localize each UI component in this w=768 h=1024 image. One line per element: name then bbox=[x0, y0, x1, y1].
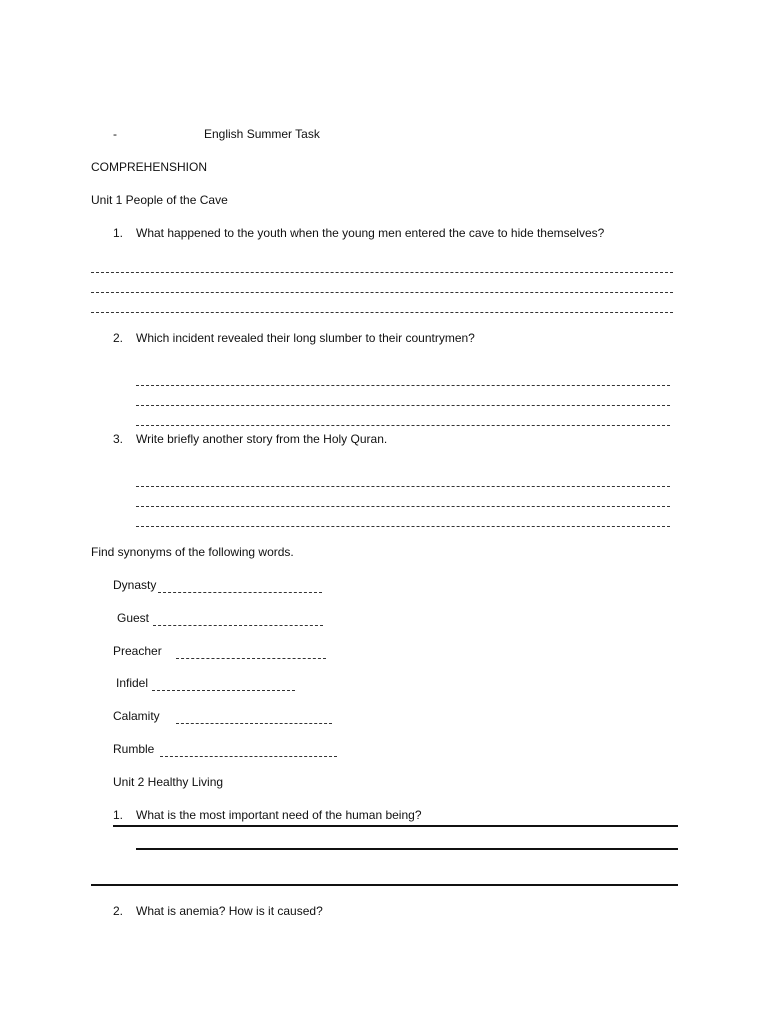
section-heading: COMPREHENSHION bbox=[91, 160, 208, 174]
synonym-blank[interactable] bbox=[158, 592, 322, 593]
unit1-q3-text: Write briefly another story from the Holy Quran. bbox=[136, 432, 388, 446]
synonym-word-calamity: Calamity bbox=[113, 709, 160, 723]
synonym-blank[interactable] bbox=[152, 690, 295, 691]
answer-line[interactable] bbox=[113, 825, 678, 827]
synonym-blank[interactable] bbox=[176, 723, 332, 724]
answer-line[interactable] bbox=[136, 526, 670, 527]
unit1-q2-text: Which incident revealed their long slumber to their countrymen? bbox=[136, 331, 475, 345]
synonym-word-rumble: Rumble bbox=[113, 742, 155, 756]
answer-line[interactable] bbox=[136, 385, 670, 386]
answer-line[interactable] bbox=[136, 405, 670, 406]
synonym-word-guest: Guest bbox=[117, 611, 150, 625]
page-title: English Summer Task bbox=[204, 127, 320, 141]
synonym-blank[interactable] bbox=[153, 625, 323, 626]
unit1-q1-text: What happened to the youth when the young men entered the cave to hide themselves? bbox=[136, 226, 605, 240]
unit1-q1-number: 1. bbox=[113, 226, 124, 240]
answer-line[interactable] bbox=[136, 506, 670, 507]
synonym-word-preacher: Preacher bbox=[113, 644, 162, 658]
answer-line[interactable] bbox=[136, 425, 670, 426]
answer-line[interactable] bbox=[136, 486, 670, 487]
synonyms-prompt: Find synonyms of the following words. bbox=[91, 545, 294, 559]
unit2-q2-text: What is anemia? How is it caused? bbox=[136, 904, 323, 918]
answer-line[interactable] bbox=[91, 884, 678, 886]
answer-line[interactable] bbox=[91, 272, 673, 273]
synonym-word-dynasty: Dynasty bbox=[113, 578, 157, 592]
unit1-q3-number: 3. bbox=[113, 432, 124, 446]
synonym-blank[interactable] bbox=[160, 756, 337, 757]
unit1-q2-number: 2. bbox=[113, 331, 124, 345]
answer-line[interactable] bbox=[91, 292, 673, 293]
unit2-q2-number: 2. bbox=[113, 904, 124, 918]
answer-line[interactable] bbox=[91, 312, 673, 313]
answer-line[interactable] bbox=[136, 848, 678, 850]
unit1-heading: Unit 1 People of the Cave bbox=[91, 193, 228, 207]
header-dash: - bbox=[113, 127, 117, 141]
synonym-word-infidel: Infidel bbox=[116, 676, 149, 690]
unit2-q1-number: 1. bbox=[113, 808, 124, 822]
synonym-blank[interactable] bbox=[176, 658, 326, 659]
unit2-heading: Unit 2 Healthy Living bbox=[113, 775, 224, 789]
unit2-q1-text: What is the most important need of the human being? bbox=[136, 808, 422, 822]
